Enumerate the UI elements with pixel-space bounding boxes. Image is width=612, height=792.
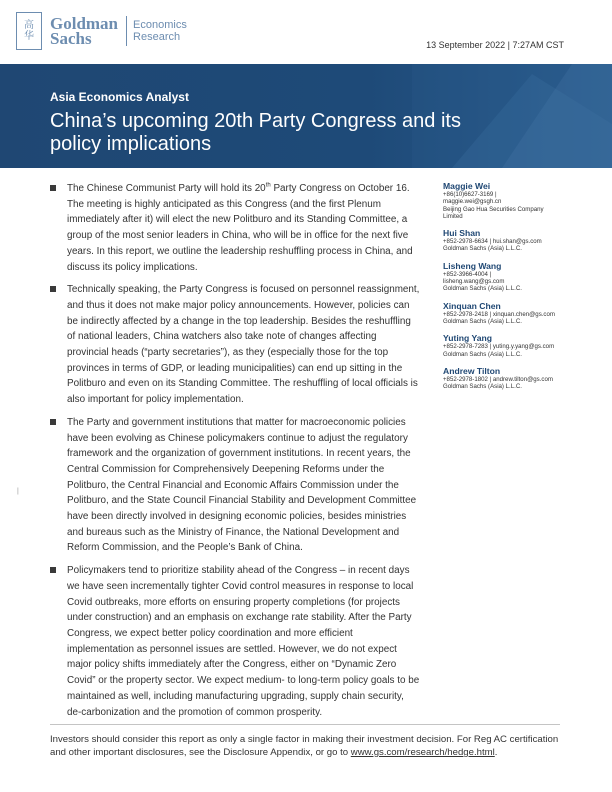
logo-glyph-2: 华 xyxy=(24,31,34,42)
logo-glyph-1: 高 xyxy=(24,20,34,31)
author-company: Beijing Gao Hua Securities Company xyxy=(443,205,544,213)
logo-divider xyxy=(126,16,127,46)
summary-bullets xyxy=(50,181,420,727)
footer-divider xyxy=(50,724,560,725)
author-name: Yuting Yang xyxy=(443,333,493,344)
margin-mark: | xyxy=(17,488,19,495)
square-bullet-icon xyxy=(50,419,56,425)
publish-datetime: 13 September 2022 | 7:27AM CST xyxy=(426,40,564,50)
authors-sidebar xyxy=(443,181,573,398)
square-bullet-icon xyxy=(50,567,56,573)
author-company-cont: Limited xyxy=(443,212,463,220)
author-name: Lisheng Wang xyxy=(443,260,502,271)
author-card xyxy=(443,181,573,220)
author-contact: +86(10)6627-3169 | xyxy=(443,191,497,198)
author-name: Xinquan Chen xyxy=(443,300,501,311)
author-contact[interactable]: +852-2978-1802 | andrew.tilton@gs.com xyxy=(443,375,553,383)
author-contact[interactable]: +852-2978-6634 | hui.shan@gs.com xyxy=(443,238,542,246)
brand-line-1: Goldman xyxy=(50,14,119,33)
author-card xyxy=(443,228,573,253)
dept-line-1: Economics xyxy=(133,19,187,31)
author-company: Goldman Sachs (Asia) L.L.C. xyxy=(443,245,522,253)
author-card xyxy=(443,301,573,326)
author-name: Andrew Tilton xyxy=(443,365,501,376)
disclosure-link[interactable]: www.gs.com/research/hedge.html xyxy=(350,747,495,758)
author-company: Goldman Sachs (Asia) L.L.C. xyxy=(443,383,522,391)
author-name: Hui Shan xyxy=(443,228,481,239)
bullet-item xyxy=(50,563,420,720)
author-name: Maggie Wei xyxy=(443,181,491,191)
author-email[interactable]: maggie.wei@gsgh.cn xyxy=(443,198,502,206)
bullet-text: Policymakers tend to prioritize stability ahead of the Congress – in recent days we have seen incrementally tighter Covid control measures in response to local Covid outbreaks, more efforts on ensuring property completions (for projects under construction) and an emphasis on exchange rate stability. After the Party Congress, we expect better policy coordination and more efficient implementation as personnel issues are settled. However, we do not expect major policy shifts immediately after the Congress, either on “Dynamic Zero Covid” or the property sector. We expect medium- to long-term policy goals to be maintained as well, including manufacturing upgrading, supply chain security, de-carbonization and the promotion of common prosperity. xyxy=(67,565,420,718)
author-company: Goldman Sachs (Asia) L.L.C. xyxy=(443,285,522,293)
bullet-text: Technically speaking, the Party Congress is focused on personnel reassignment, and thus it does not make major policy announcements. However, policies can be indirectly affected by a change in the top leadership. Besides the reshuffling of national leaders, China watchers also take note of changes affecting provincial heads (“party secretaries”), as they (especially those for the top provinces in terms of GDP, or leading municipalities) can end up sitting in the Politburo and even on its Standing Committee. The reshuffling of local officials is also important for policy implementation. xyxy=(67,284,420,406)
logo-seal-icon xyxy=(16,12,42,50)
bullet-text: The Party and government institutions that matter for macroeconomic policies have been evolving as Chinese policymakers continue to adjust the regulatory framework and the organization of government institutions. In recent years, the Central Commission for Comprehensively Deepening Reforms under the Politburo, the Central Financial and Economic Affairs Commission under the Politburo, and the State Council Financial Stability and Development Committee have been directly involved in designing economic policies, besides ministries and bureaus such as the Ministry of Finance, the National Development and Reform Commission, and the People’s Bank of China. xyxy=(67,416,417,554)
author-company: Goldman Sachs (Asia) L.L.C. xyxy=(443,350,522,358)
bullet-text: The Chinese Communist Party will hold its 20 xyxy=(67,183,266,194)
author-card xyxy=(443,366,573,391)
report-series: Asia Economics Analyst xyxy=(50,90,189,104)
footer-end: . xyxy=(494,747,498,758)
bullet-item xyxy=(50,282,420,408)
disclosure-footer xyxy=(50,733,560,759)
author-contact[interactable]: +852-2978-2418 | xinquan.chen@gs.com xyxy=(443,310,555,318)
department-name xyxy=(133,19,187,43)
author-card xyxy=(443,261,573,293)
author-company: Goldman Sachs (Asia) L.L.C. xyxy=(443,317,522,325)
report-title: China’s upcoming 20th Party Congress and its policy implications xyxy=(50,110,461,155)
square-bullet-icon xyxy=(50,286,56,292)
goldman-sachs-logo[interactable] xyxy=(16,12,187,50)
square-bullet-icon xyxy=(50,185,56,191)
author-contact[interactable]: +852-2978-7283 | yuting.y.yang@gs.com xyxy=(443,343,555,351)
brand-name xyxy=(50,16,118,46)
brand-line-2: Sachs xyxy=(50,29,92,48)
dept-line-2: Research xyxy=(133,31,181,43)
title-banner xyxy=(0,64,612,168)
author-email[interactable]: lisheng.wang@gs.com xyxy=(443,278,505,286)
bullet-text-cont: Party Congress on October 16. The meeting is highly anticipated as this Congress (and the first Plenum immediately after it) will elect the new Politburo and its Standing Committee, a group of the most senior leaders in China, who will be in office for the next five years. In this report, we outline the leadership reshuffling process in China, and discuss its policy implications. xyxy=(67,183,413,273)
bullet-superscript: th xyxy=(265,182,271,189)
author-contact: +852-3966-4004 | xyxy=(443,270,492,278)
author-card xyxy=(443,333,573,358)
bullet-item xyxy=(50,181,420,275)
bullet-item xyxy=(50,415,420,556)
footer-text: Investors should consider this report as only a single factor in making their investment decision. For Reg AC certification and other important disclosures, see the Disclosure Appendix, or go to xyxy=(50,734,559,758)
